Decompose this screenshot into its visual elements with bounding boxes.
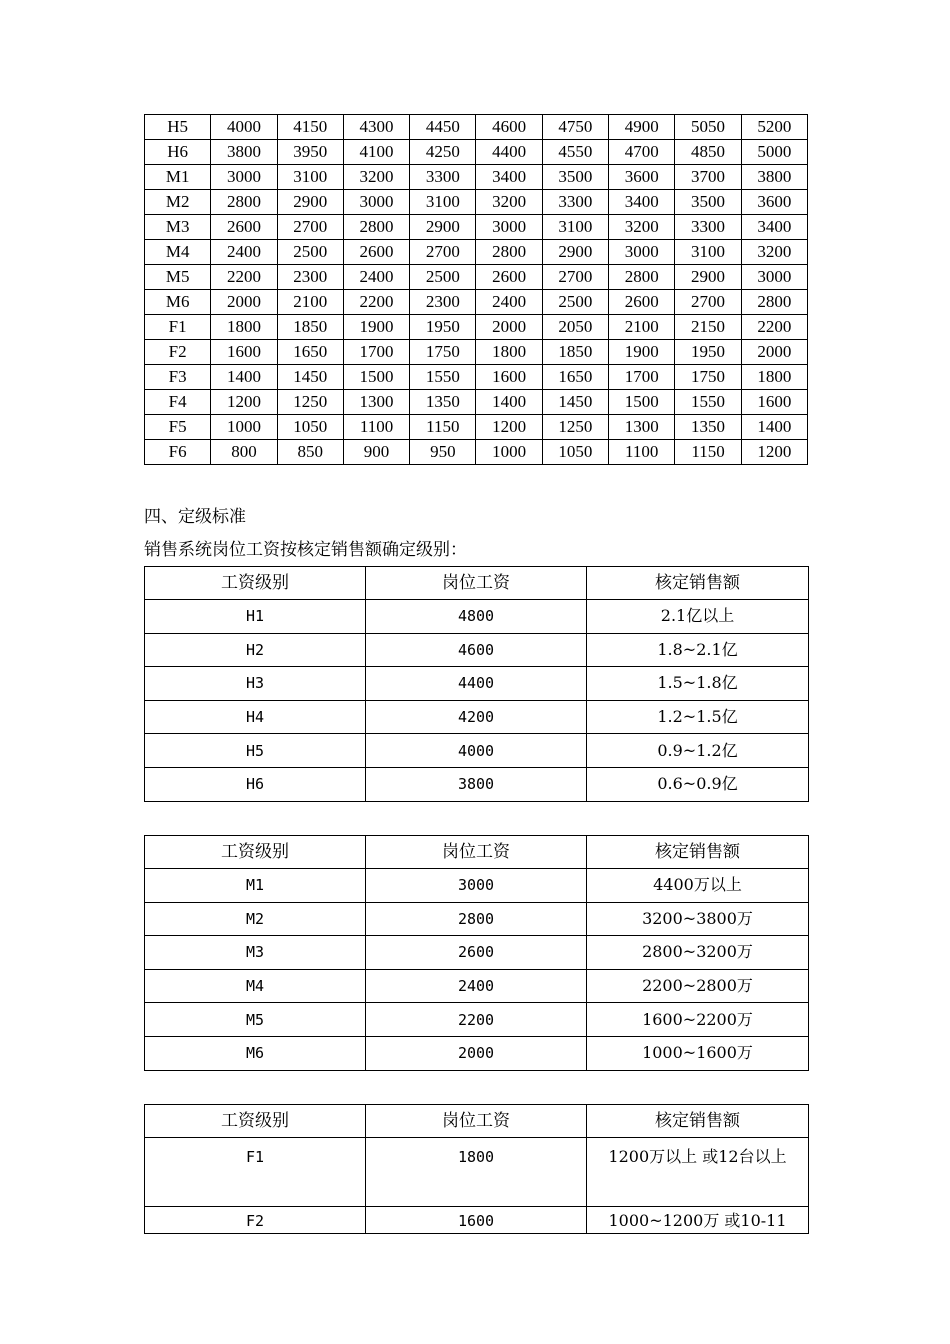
salary-cell: 2000 bbox=[741, 340, 807, 365]
table-row bbox=[145, 140, 808, 165]
salary-cell: 2700 bbox=[277, 215, 343, 240]
salary-cell: 1050 bbox=[277, 415, 343, 440]
salary-cell: 2150 bbox=[675, 315, 741, 340]
salary-cell: 3000 bbox=[211, 165, 277, 190]
grade-cell: M6 bbox=[145, 290, 211, 315]
grade-cell: M5 bbox=[145, 1003, 366, 1037]
salary-cell: 1300 bbox=[343, 390, 409, 415]
salary-cell: 1400 bbox=[741, 415, 807, 440]
salary-cell: 1600 bbox=[366, 1207, 587, 1234]
salary-cell: 3300 bbox=[675, 215, 741, 240]
sales-range-cell: 0.9~1.2亿 bbox=[587, 734, 809, 768]
salary-cell: 3800 bbox=[211, 140, 277, 165]
salary-cell: 3300 bbox=[542, 190, 608, 215]
salary-cell: 3700 bbox=[675, 165, 741, 190]
grade-cell: F3 bbox=[145, 365, 211, 390]
salary-cell: 2600 bbox=[609, 290, 675, 315]
table-row bbox=[145, 365, 808, 390]
salary-cell: 2400 bbox=[343, 265, 409, 290]
grade-cell: F2 bbox=[145, 340, 211, 365]
salary-cell: 1600 bbox=[211, 340, 277, 365]
column-header: 岗位工资 bbox=[366, 567, 587, 600]
sales-range-cell: 2.1亿以上 bbox=[587, 600, 809, 634]
column-header: 工资级别 bbox=[145, 836, 366, 869]
salary-cell: 3800 bbox=[366, 767, 587, 801]
grade-cell: M6 bbox=[145, 1036, 366, 1070]
grade-cell: F5 bbox=[145, 415, 211, 440]
salary-cell: 2300 bbox=[410, 290, 476, 315]
grade-cell: F1 bbox=[145, 315, 211, 340]
sales-range-cell: 2200~2800万 bbox=[587, 969, 809, 1003]
table-row bbox=[145, 240, 808, 265]
salary-cell: 2200 bbox=[366, 1003, 587, 1037]
table-row bbox=[145, 869, 809, 903]
sales-range-cell: 1.8~2.1亿 bbox=[587, 633, 809, 667]
salary-cell: 4200 bbox=[366, 700, 587, 734]
salary-cell: 2700 bbox=[410, 240, 476, 265]
table-row bbox=[145, 633, 809, 667]
salary-cell: 2800 bbox=[476, 240, 542, 265]
table-header-row bbox=[145, 567, 809, 600]
grade-cell: M2 bbox=[145, 190, 211, 215]
salary-cell: 2100 bbox=[609, 315, 675, 340]
salary-cell: 3100 bbox=[410, 190, 476, 215]
salary-cell: 1000 bbox=[211, 415, 277, 440]
salary-cell: 3200 bbox=[741, 240, 807, 265]
salary-cell: 4400 bbox=[366, 667, 587, 701]
salary-cell: 1650 bbox=[542, 365, 608, 390]
salary-cell: 1100 bbox=[609, 440, 675, 465]
table-row bbox=[145, 1003, 809, 1037]
salary-cell: 2800 bbox=[741, 290, 807, 315]
salary-cell: 1150 bbox=[675, 440, 741, 465]
salary-cell: 1900 bbox=[343, 315, 409, 340]
standards-table-m bbox=[144, 835, 809, 1071]
sales-range-cell: 4400万以上 bbox=[587, 869, 809, 903]
sales-range-cell: 0.6~0.9亿 bbox=[587, 767, 809, 801]
salary-cell: 3000 bbox=[741, 265, 807, 290]
table-row bbox=[145, 1036, 809, 1070]
column-header: 工资级别 bbox=[145, 567, 366, 600]
salary-cell: 1200 bbox=[476, 415, 542, 440]
column-header: 工资级别 bbox=[145, 1105, 366, 1138]
salary-cell: 2000 bbox=[476, 315, 542, 340]
grade-cell: M4 bbox=[145, 969, 366, 1003]
salary-cell: 1200 bbox=[211, 390, 277, 415]
sales-range-cell: 1200万以上 或12台以上 bbox=[587, 1138, 809, 1207]
table-row bbox=[145, 936, 809, 970]
salary-cell: 1400 bbox=[476, 390, 542, 415]
salary-cell: 1300 bbox=[609, 415, 675, 440]
salary-cell: 2000 bbox=[211, 290, 277, 315]
salary-cell: 1450 bbox=[542, 390, 608, 415]
table-row bbox=[145, 190, 808, 215]
salary-cell: 4450 bbox=[410, 115, 476, 140]
salary-cell: 3200 bbox=[343, 165, 409, 190]
table-row bbox=[145, 265, 808, 290]
salary-cell: 2400 bbox=[366, 969, 587, 1003]
salary-cell: 2100 bbox=[277, 290, 343, 315]
salary-cell: 1600 bbox=[741, 390, 807, 415]
salary-cell: 3400 bbox=[741, 215, 807, 240]
salary-cell: 2800 bbox=[343, 215, 409, 240]
salary-cell: 3000 bbox=[476, 215, 542, 240]
salary-cell: 2500 bbox=[542, 290, 608, 315]
table-row bbox=[145, 340, 808, 365]
table-row bbox=[145, 600, 809, 634]
salary-cell: 4550 bbox=[542, 140, 608, 165]
column-header: 岗位工资 bbox=[366, 1105, 587, 1138]
salary-cell: 1250 bbox=[277, 390, 343, 415]
section-title: 四、定级标准 bbox=[144, 507, 246, 527]
salary-cell: 2600 bbox=[366, 936, 587, 970]
table-row bbox=[145, 902, 809, 936]
table-row bbox=[145, 734, 809, 768]
salary-cell: 3100 bbox=[277, 165, 343, 190]
salary-cell: 3800 bbox=[741, 165, 807, 190]
column-header: 岗位工资 bbox=[366, 836, 587, 869]
table-row bbox=[145, 667, 809, 701]
table-row bbox=[145, 1207, 809, 1234]
salary-cell: 1150 bbox=[410, 415, 476, 440]
sales-range-cell: 2800~3200万 bbox=[587, 936, 809, 970]
salary-cell: 3100 bbox=[542, 215, 608, 240]
sales-range-cell: 1600~2200万 bbox=[587, 1003, 809, 1037]
salary-cell: 4250 bbox=[410, 140, 476, 165]
grade-cell: H6 bbox=[145, 140, 211, 165]
salary-cell: 1900 bbox=[609, 340, 675, 365]
grade-cell: H3 bbox=[145, 667, 366, 701]
grade-cell: F2 bbox=[145, 1207, 366, 1234]
table-row bbox=[145, 290, 808, 315]
salary-cell: 3400 bbox=[476, 165, 542, 190]
salary-cell: 850 bbox=[277, 440, 343, 465]
salary-cell: 2600 bbox=[476, 265, 542, 290]
standards-table-h bbox=[144, 566, 809, 802]
salary-cell: 1800 bbox=[476, 340, 542, 365]
salary-cell: 3500 bbox=[675, 190, 741, 215]
salary-cell: 2900 bbox=[675, 265, 741, 290]
salary-cell: 4000 bbox=[366, 734, 587, 768]
grade-cell: H5 bbox=[145, 115, 211, 140]
grade-cell: H6 bbox=[145, 767, 366, 801]
salary-cell: 4600 bbox=[476, 115, 542, 140]
salary-cell: 5200 bbox=[741, 115, 807, 140]
table-row bbox=[145, 440, 808, 465]
grade-cell: M4 bbox=[145, 240, 211, 265]
grade-cell: M3 bbox=[145, 215, 211, 240]
salary-cell: 1350 bbox=[675, 415, 741, 440]
column-header: 核定销售额 bbox=[587, 1105, 809, 1138]
grade-cell: H5 bbox=[145, 734, 366, 768]
salary-cell: 4150 bbox=[277, 115, 343, 140]
salary-cell: 1000 bbox=[476, 440, 542, 465]
standards-table-f bbox=[144, 1104, 809, 1234]
table-row bbox=[145, 115, 808, 140]
salary-cell: 4750 bbox=[542, 115, 608, 140]
grade-cell: M2 bbox=[145, 902, 366, 936]
grade-cell: M5 bbox=[145, 265, 211, 290]
table-row bbox=[145, 215, 808, 240]
section-description: 销售系统岗位工资按核定销售额确定级别： bbox=[144, 540, 467, 560]
salary-cell: 4400 bbox=[476, 140, 542, 165]
salary-cell: 1750 bbox=[675, 365, 741, 390]
sales-range-cell: 1000~1600万 bbox=[587, 1036, 809, 1070]
salary-cell: 1850 bbox=[542, 340, 608, 365]
salary-cell: 1800 bbox=[211, 315, 277, 340]
salary-cell: 1850 bbox=[277, 315, 343, 340]
salary-cell: 2200 bbox=[211, 265, 277, 290]
table-row bbox=[145, 767, 809, 801]
salary-cell: 2700 bbox=[542, 265, 608, 290]
table-row bbox=[145, 415, 808, 440]
salary-cell: 1800 bbox=[741, 365, 807, 390]
salary-cell: 3200 bbox=[476, 190, 542, 215]
grade-cell: M1 bbox=[145, 869, 366, 903]
salary-cell: 3300 bbox=[410, 165, 476, 190]
table-row bbox=[145, 390, 808, 415]
salary-cell: 3950 bbox=[277, 140, 343, 165]
salary-cell: 1100 bbox=[343, 415, 409, 440]
salary-cell: 3000 bbox=[609, 240, 675, 265]
salary-cell: 2200 bbox=[343, 290, 409, 315]
salary-cell: 3600 bbox=[741, 190, 807, 215]
sales-range-cell: 1000~1200万 或10-11 bbox=[587, 1207, 809, 1234]
salary-cell: 3000 bbox=[343, 190, 409, 215]
salary-cell: 2600 bbox=[211, 215, 277, 240]
salary-cell: 4900 bbox=[609, 115, 675, 140]
salary-cell: 2500 bbox=[277, 240, 343, 265]
salary-cell: 2700 bbox=[675, 290, 741, 315]
table-header-row bbox=[145, 836, 809, 869]
salary-cell: 5050 bbox=[675, 115, 741, 140]
salary-cell: 2500 bbox=[410, 265, 476, 290]
grade-cell: M1 bbox=[145, 165, 211, 190]
salary-cell: 1650 bbox=[277, 340, 343, 365]
column-header: 核定销售额 bbox=[587, 836, 809, 869]
table-row bbox=[145, 315, 808, 340]
table-header-row bbox=[145, 1105, 809, 1138]
salary-cell: 1750 bbox=[410, 340, 476, 365]
salary-cell: 4600 bbox=[366, 633, 587, 667]
salary-cell: 2050 bbox=[542, 315, 608, 340]
salary-cell: 1450 bbox=[277, 365, 343, 390]
salary-cell: 3500 bbox=[542, 165, 608, 190]
table-row bbox=[145, 700, 809, 734]
salary-cell: 1500 bbox=[343, 365, 409, 390]
salary-cell: 2400 bbox=[476, 290, 542, 315]
salary-cell: 2200 bbox=[741, 315, 807, 340]
table-row bbox=[145, 165, 808, 190]
salary-cell: 1200 bbox=[741, 440, 807, 465]
salary-cell: 1550 bbox=[675, 390, 741, 415]
table-row bbox=[145, 969, 809, 1003]
salary-cell: 2300 bbox=[277, 265, 343, 290]
salary-cell: 2900 bbox=[410, 215, 476, 240]
sales-range-cell: 3200~3800万 bbox=[587, 902, 809, 936]
salary-cell: 2800 bbox=[366, 902, 587, 936]
grade-cell: F1 bbox=[145, 1138, 366, 1207]
salary-cell: 2000 bbox=[366, 1036, 587, 1070]
salary-cell: 4800 bbox=[366, 600, 587, 634]
table-row bbox=[145, 1138, 809, 1207]
salary-cell: 1400 bbox=[211, 365, 277, 390]
salary-cell: 4100 bbox=[343, 140, 409, 165]
sales-range-cell: 1.2~1.5亿 bbox=[587, 700, 809, 734]
salary-cell: 4850 bbox=[675, 140, 741, 165]
salary-cell: 1550 bbox=[410, 365, 476, 390]
grade-cell: H2 bbox=[145, 633, 366, 667]
salary-cell: 1050 bbox=[542, 440, 608, 465]
salary-cell: 2900 bbox=[277, 190, 343, 215]
salary-cell: 1700 bbox=[343, 340, 409, 365]
salary-cell: 4300 bbox=[343, 115, 409, 140]
salary-cell: 2400 bbox=[211, 240, 277, 265]
salary-cell: 800 bbox=[211, 440, 277, 465]
grade-cell: M3 bbox=[145, 936, 366, 970]
salary-cell: 2600 bbox=[343, 240, 409, 265]
salary-cell: 2800 bbox=[211, 190, 277, 215]
salary-cell: 2800 bbox=[609, 265, 675, 290]
salary-cell: 1350 bbox=[410, 390, 476, 415]
salary-cell: 950 bbox=[410, 440, 476, 465]
grade-cell: H4 bbox=[145, 700, 366, 734]
salary-cell: 1500 bbox=[609, 390, 675, 415]
grade-cell: F4 bbox=[145, 390, 211, 415]
salary-cell: 4000 bbox=[211, 115, 277, 140]
salary-cell: 900 bbox=[343, 440, 409, 465]
salary-cell: 1250 bbox=[542, 415, 608, 440]
salary-cell: 2900 bbox=[542, 240, 608, 265]
grade-cell: H1 bbox=[145, 600, 366, 634]
salary-cell: 1600 bbox=[476, 365, 542, 390]
salary-cell: 3000 bbox=[366, 869, 587, 903]
salary-cell: 4700 bbox=[609, 140, 675, 165]
salary-cell: 3600 bbox=[609, 165, 675, 190]
salary-cell: 5000 bbox=[741, 140, 807, 165]
column-header: 核定销售额 bbox=[587, 567, 809, 600]
salary-grade-table bbox=[144, 114, 808, 465]
sales-range-cell: 1.5~1.8亿 bbox=[587, 667, 809, 701]
salary-cell: 3400 bbox=[609, 190, 675, 215]
salary-cell: 3100 bbox=[675, 240, 741, 265]
salary-cell: 1950 bbox=[410, 315, 476, 340]
grade-cell: F6 bbox=[145, 440, 211, 465]
salary-cell: 1950 bbox=[675, 340, 741, 365]
salary-cell: 1700 bbox=[609, 365, 675, 390]
salary-cell: 3200 bbox=[609, 215, 675, 240]
salary-cell: 1800 bbox=[366, 1138, 587, 1207]
